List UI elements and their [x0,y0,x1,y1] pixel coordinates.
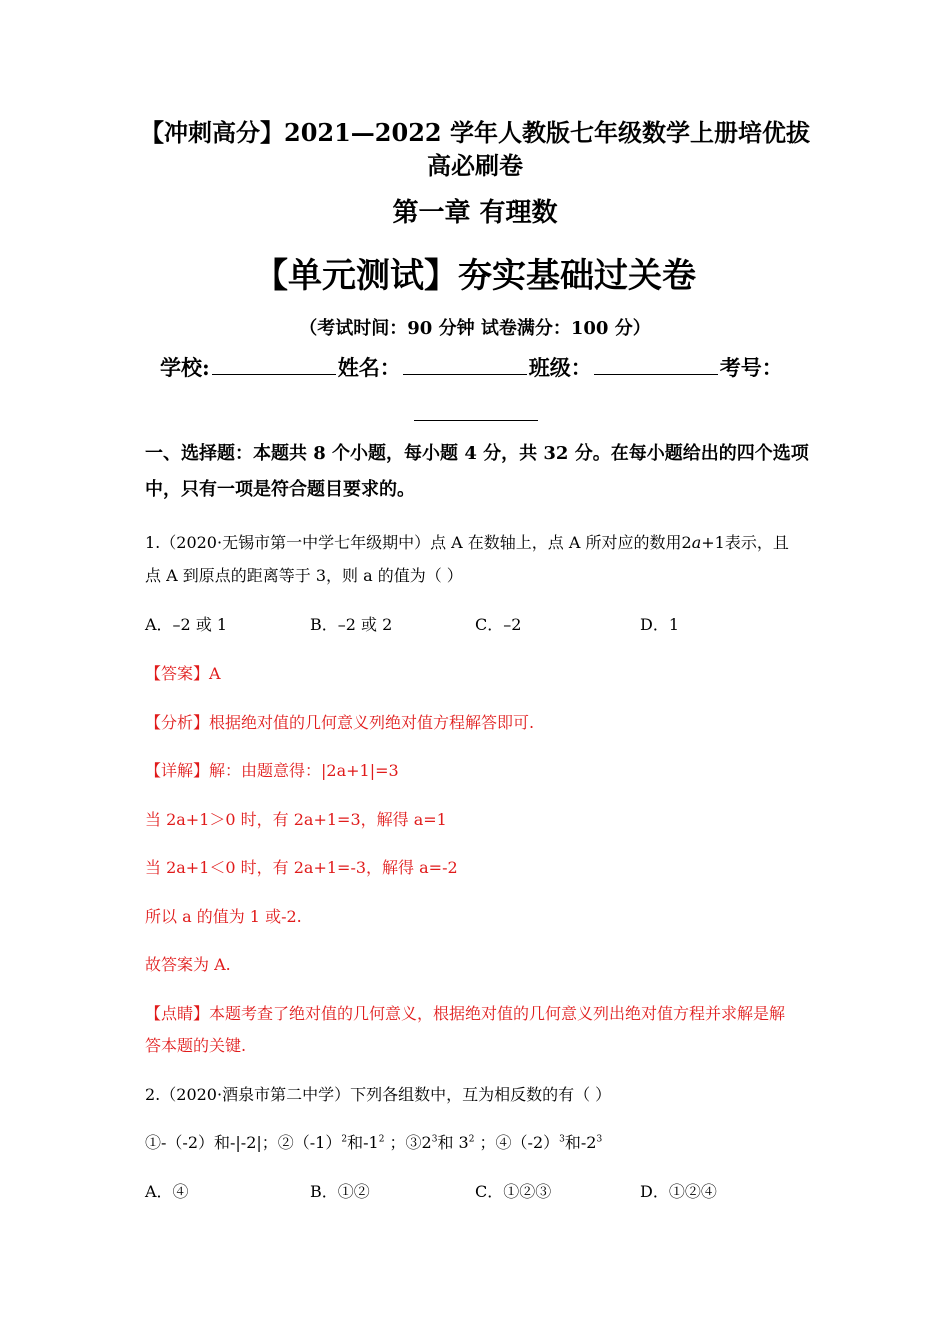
name-blank[interactable] [403,352,527,375]
class-blank[interactable] [594,352,718,375]
title-line-2: 高必刷卷 [427,151,523,180]
number-blank[interactable] [414,398,538,421]
chapter-title: 第一章 有理数 [392,198,558,228]
q1-expression: 2a+1 [681,533,725,552]
q1-option-d[interactable]: D．1 [640,615,680,634]
q2-stem: 2.（2020·酒泉市第二中学）下列各组数中，互为相反数的有（ ） [145,1085,612,1104]
q1-option-b[interactable]: B．–2 或 2 [310,615,393,634]
section-1-heading: 一、选择题：本题共 8 个小题，每小题 4 分，共 32 分。在每小题给出的四个选项中，只有一项是符合题目要求的。 [145,443,809,500]
q1-comment-line-1: 【点睛】本题考查了绝对值的几何意义，根据绝对值的几何意义列出绝对值方程并求解是解 [145,1004,786,1023]
q2-option-d[interactable]: D．①②④ [640,1182,717,1201]
q2-items: ①-（-2）和-|-2|；$②(-1)^2$和$-1^2$ ；$③2^3$和 $3^2$ ；$④(-2)^3$和$-2^3$ [145,1133,603,1152]
exam-info: （考试时间：90 分钟 试卷满分：100 分） [299,318,651,339]
q1-answer: 【答案】A [145,664,221,683]
document-title [0,116,950,182]
q1-comment-line-2: 答本题的关键. [145,1036,247,1055]
name-label: 姓名： [337,355,401,380]
q1-detail: 【详解】解：由题意得：|2a+1|=3 [145,761,399,780]
q2-option-c[interactable]: C．①②③ [475,1182,552,1201]
school-label: 学校: [160,355,210,380]
number-label: 考号： [719,355,783,380]
q1-stem-line-2: 点 A 到原点的距离等于 3，则 a 的值为（ ） [145,566,463,585]
q1-option-a[interactable]: A．–2 或 1 [145,615,228,634]
class-label: 班级： [528,355,592,380]
q1-stem-line-1: 1.（2020·无锡市第一中学七年级期中）点 A 在数轴上，点 A 所对应的数用2a+1表示，且 [145,533,789,552]
q1-analysis: 【分析】根据绝对值的几何意义列绝对值方程解答即可. [145,713,535,732]
q1-case-2: 当 2a+1＜0 时，有 2a+1=-3，解得 a=-2 [145,858,458,877]
q2-option-a[interactable]: A．④ [145,1182,189,1201]
student-info-row [160,352,800,382]
q1-conclusion: 所以 a 的值为 1 或-2. [145,907,302,926]
school-blank[interactable] [212,352,336,375]
q1-case-1: 当 2a+1＞0 时，有 2a+1=3，解得 a=1 [145,810,447,829]
q1-option-c[interactable]: C．–2 [475,615,522,634]
q1-final: 故答案为 A. [145,955,231,974]
title-line-1: 【冲刺高分】2021—2022 学年人教版七年级数学上册培优拔 [140,118,810,147]
q2-option-b[interactable]: B．①② [310,1182,370,1201]
unit-test-title: 【单元测试】夯实基础过关卷 [254,256,696,296]
